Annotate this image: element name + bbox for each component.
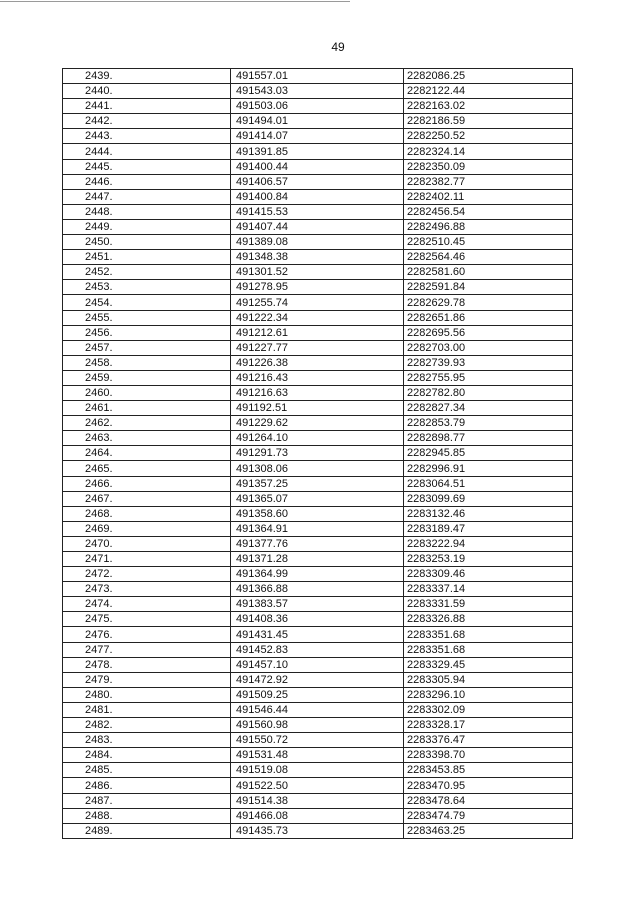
value-2-cell: 2283453.85: [404, 763, 573, 778]
value-2-cell: 2282510.45: [404, 235, 573, 250]
value-1-cell: 491357.25: [231, 476, 404, 491]
row-number-cell: 2440.: [63, 84, 231, 99]
table-row: [63, 808, 573, 823]
table-row: [63, 687, 573, 702]
row-number-cell: 2445.: [63, 159, 231, 174]
table-row: [63, 491, 573, 506]
value-1-cell: 491212.61: [231, 325, 404, 340]
value-1-cell: 491308.06: [231, 461, 404, 476]
table-row: [63, 189, 573, 204]
value-2-cell: 2282324.14: [404, 144, 573, 159]
value-2-cell: 2283326.88: [404, 612, 573, 627]
value-1-cell: 491278.95: [231, 280, 404, 295]
table-row: [63, 627, 573, 642]
value-2-cell: 2283253.19: [404, 552, 573, 567]
value-1-cell: 491550.72: [231, 733, 404, 748]
value-1-cell: 491519.08: [231, 763, 404, 778]
value-1-cell: 491383.57: [231, 597, 404, 612]
table-row: [63, 401, 573, 416]
value-2-cell: 2283309.46: [404, 567, 573, 582]
row-number-cell: 2457.: [63, 340, 231, 355]
value-2-cell: 2283470.95: [404, 778, 573, 793]
row-number-cell: 2480.: [63, 687, 231, 702]
value-1-cell: 491546.44: [231, 702, 404, 717]
value-1-cell: 491216.63: [231, 385, 404, 400]
value-2-cell: 2283376.47: [404, 733, 573, 748]
value-2-cell: 2283132.46: [404, 506, 573, 521]
value-2-cell: 2282996.91: [404, 461, 573, 476]
value-2-cell: 2282898.77: [404, 431, 573, 446]
value-2-cell: 2282945.85: [404, 446, 573, 461]
row-number-cell: 2439.: [63, 69, 231, 84]
value-1-cell: 491503.06: [231, 99, 404, 114]
row-number-cell: 2450.: [63, 235, 231, 250]
table-row: [63, 431, 573, 446]
value-2-cell: 2282651.86: [404, 310, 573, 325]
table-row: [63, 174, 573, 189]
value-2-cell: 2282086.25: [404, 69, 573, 84]
table-row: [63, 129, 573, 144]
value-1-cell: 491216.43: [231, 370, 404, 385]
value-1-cell: 491435.73: [231, 823, 404, 838]
row-number-cell: 2452.: [63, 265, 231, 280]
table-row: [63, 114, 573, 129]
row-number-cell: 2461.: [63, 401, 231, 416]
table-row: [63, 612, 573, 627]
table-row: [63, 702, 573, 717]
table-row: [63, 99, 573, 114]
value-1-cell: 491365.07: [231, 491, 404, 506]
value-1-cell: 491472.92: [231, 672, 404, 687]
row-number-cell: 2458.: [63, 355, 231, 370]
table-row: [63, 748, 573, 763]
value-1-cell: 491543.03: [231, 84, 404, 99]
row-number-cell: 2470.: [63, 536, 231, 551]
value-2-cell: 2282629.78: [404, 295, 573, 310]
value-1-cell: 491366.88: [231, 582, 404, 597]
table-row: [63, 235, 573, 250]
value-2-cell: 2283351.68: [404, 627, 573, 642]
row-number-cell: 2448.: [63, 204, 231, 219]
row-number-cell: 2471.: [63, 552, 231, 567]
value-1-cell: 491509.25: [231, 687, 404, 702]
table-row: [63, 642, 573, 657]
row-number-cell: 2449.: [63, 219, 231, 234]
row-number-cell: 2487.: [63, 793, 231, 808]
table-row: [63, 672, 573, 687]
value-1-cell: 491466.08: [231, 808, 404, 823]
table-row: [63, 567, 573, 582]
value-2-cell: 2283222.94: [404, 536, 573, 551]
table-row: [63, 597, 573, 612]
table-body: [63, 69, 573, 839]
row-number-cell: 2459.: [63, 370, 231, 385]
value-2-cell: 2283064.51: [404, 476, 573, 491]
row-number-cell: 2484.: [63, 748, 231, 763]
value-1-cell: 491222.34: [231, 310, 404, 325]
row-number-cell: 2465.: [63, 461, 231, 476]
row-number-cell: 2469.: [63, 521, 231, 536]
value-2-cell: 2283474.79: [404, 808, 573, 823]
value-2-cell: 2282456.54: [404, 204, 573, 219]
value-2-cell: 2283478.64: [404, 793, 573, 808]
value-1-cell: 491415.53: [231, 204, 404, 219]
table-row: [63, 295, 573, 310]
table-row: [63, 733, 573, 748]
value-1-cell: 491291.73: [231, 446, 404, 461]
table-row: [63, 521, 573, 536]
value-2-cell: 2282402.11: [404, 189, 573, 204]
table-row: [63, 763, 573, 778]
row-number-cell: 2468.: [63, 506, 231, 521]
value-2-cell: 2282250.52: [404, 129, 573, 144]
table-row: [63, 416, 573, 431]
value-1-cell: 491414.07: [231, 129, 404, 144]
scan-edge-line: [0, 1, 350, 2]
value-2-cell: 2283331.59: [404, 597, 573, 612]
row-number-cell: 2460.: [63, 385, 231, 400]
table-row: [63, 310, 573, 325]
table-row: [63, 536, 573, 551]
value-1-cell: 491407.44: [231, 219, 404, 234]
row-number-cell: 2443.: [63, 129, 231, 144]
table-row: [63, 204, 573, 219]
coordinate-table: [62, 68, 573, 839]
value-2-cell: 2282782.80: [404, 385, 573, 400]
value-2-cell: 2282496.88: [404, 219, 573, 234]
value-1-cell: 491348.38: [231, 250, 404, 265]
value-2-cell: 2282827.34: [404, 401, 573, 416]
value-2-cell: 2283398.70: [404, 748, 573, 763]
row-number-cell: 2475.: [63, 612, 231, 627]
value-1-cell: 491229.62: [231, 416, 404, 431]
row-number-cell: 2464.: [63, 446, 231, 461]
row-number-cell: 2474.: [63, 597, 231, 612]
table-row: [63, 476, 573, 491]
value-2-cell: 2282382.77: [404, 174, 573, 189]
value-2-cell: 2282703.00: [404, 340, 573, 355]
row-number-cell: 2483.: [63, 733, 231, 748]
table-row: [63, 446, 573, 461]
row-number-cell: 2478.: [63, 657, 231, 672]
value-2-cell: 2282350.09: [404, 159, 573, 174]
value-2-cell: 2283296.10: [404, 687, 573, 702]
table-row: [63, 265, 573, 280]
row-number-cell: 2467.: [63, 491, 231, 506]
row-number-cell: 2447.: [63, 189, 231, 204]
value-2-cell: 2283305.94: [404, 672, 573, 687]
table-row: [63, 823, 573, 838]
value-2-cell: 2283337.14: [404, 582, 573, 597]
value-2-cell: 2283351.68: [404, 642, 573, 657]
table-row: [63, 552, 573, 567]
table-row: [63, 657, 573, 672]
row-number-cell: 2489.: [63, 823, 231, 838]
row-number-cell: 2476.: [63, 627, 231, 642]
table-row: [63, 355, 573, 370]
table-row: [63, 793, 573, 808]
value-1-cell: 491227.77: [231, 340, 404, 355]
value-1-cell: 491301.52: [231, 265, 404, 280]
table-row: [63, 718, 573, 733]
value-1-cell: 491364.99: [231, 567, 404, 582]
value-2-cell: 2282739.93: [404, 355, 573, 370]
row-number-cell: 2462.: [63, 416, 231, 431]
table-row: [63, 582, 573, 597]
value-1-cell: 491457.10: [231, 657, 404, 672]
value-1-cell: 491522.50: [231, 778, 404, 793]
table-row: [63, 325, 573, 340]
row-number-cell: 2472.: [63, 567, 231, 582]
row-number-cell: 2453.: [63, 280, 231, 295]
value-1-cell: 491531.48: [231, 748, 404, 763]
value-1-cell: 491557.01: [231, 69, 404, 84]
table-row: [63, 385, 573, 400]
table-row: [63, 250, 573, 265]
value-1-cell: 491358.60: [231, 506, 404, 521]
value-1-cell: 491406.57: [231, 174, 404, 189]
value-1-cell: 491400.44: [231, 159, 404, 174]
value-2-cell: 2282853.79: [404, 416, 573, 431]
value-2-cell: 2282695.56: [404, 325, 573, 340]
row-number-cell: 2481.: [63, 702, 231, 717]
value-1-cell: 491371.28: [231, 552, 404, 567]
row-number-cell: 2454.: [63, 295, 231, 310]
table-row: [63, 778, 573, 793]
value-2-cell: 2283329.45: [404, 657, 573, 672]
value-2-cell: 2283463.25: [404, 823, 573, 838]
row-number-cell: 2444.: [63, 144, 231, 159]
row-number-cell: 2451.: [63, 250, 231, 265]
value-2-cell: 2283099.69: [404, 491, 573, 506]
table-row: [63, 219, 573, 234]
row-number-cell: 2466.: [63, 476, 231, 491]
table-row: [63, 69, 573, 84]
table-row: [63, 144, 573, 159]
value-1-cell: 491514.38: [231, 793, 404, 808]
value-1-cell: 491494.01: [231, 114, 404, 129]
row-number-cell: 2477.: [63, 642, 231, 657]
row-number-cell: 2486.: [63, 778, 231, 793]
table-row: [63, 506, 573, 521]
page-number: 49: [331, 40, 345, 54]
row-number-cell: 2485.: [63, 763, 231, 778]
value-1-cell: 491391.85: [231, 144, 404, 159]
row-number-cell: 2456.: [63, 325, 231, 340]
value-1-cell: 491408.36: [231, 612, 404, 627]
value-1-cell: 491226.38: [231, 355, 404, 370]
table-row: [63, 280, 573, 295]
row-number-cell: 2463.: [63, 431, 231, 446]
value-2-cell: 2282581.60: [404, 265, 573, 280]
value-2-cell: 2282564.46: [404, 250, 573, 265]
table-row: [63, 370, 573, 385]
value-1-cell: 491264.10: [231, 431, 404, 446]
row-number-cell: 2441.: [63, 99, 231, 114]
value-2-cell: 2282591.84: [404, 280, 573, 295]
value-2-cell: 2282163.02: [404, 99, 573, 114]
value-2-cell: 2282186.59: [404, 114, 573, 129]
table-row: [63, 340, 573, 355]
value-2-cell: 2283189.47: [404, 521, 573, 536]
table-row: [63, 159, 573, 174]
value-1-cell: 491389.08: [231, 235, 404, 250]
row-number-cell: 2442.: [63, 114, 231, 129]
row-number-cell: 2446.: [63, 174, 231, 189]
row-number-cell: 2479.: [63, 672, 231, 687]
row-number-cell: 2482.: [63, 718, 231, 733]
table-row: [63, 84, 573, 99]
value-2-cell: 2282755.95: [404, 370, 573, 385]
value-1-cell: 491400.84: [231, 189, 404, 204]
row-number-cell: 2488.: [63, 808, 231, 823]
row-number-cell: 2455.: [63, 310, 231, 325]
table-row: [63, 461, 573, 476]
value-1-cell: 491560.98: [231, 718, 404, 733]
value-1-cell: 491192.51: [231, 401, 404, 416]
value-2-cell: 2283328.17: [404, 718, 573, 733]
row-number-cell: 2473.: [63, 582, 231, 597]
value-1-cell: 491431.45: [231, 627, 404, 642]
value-1-cell: 491364.91: [231, 521, 404, 536]
value-1-cell: 491255.74: [231, 295, 404, 310]
value-2-cell: 2282122.44: [404, 84, 573, 99]
value-1-cell: 491377.76: [231, 536, 404, 551]
value-2-cell: 2283302.09: [404, 702, 573, 717]
value-1-cell: 491452.83: [231, 642, 404, 657]
